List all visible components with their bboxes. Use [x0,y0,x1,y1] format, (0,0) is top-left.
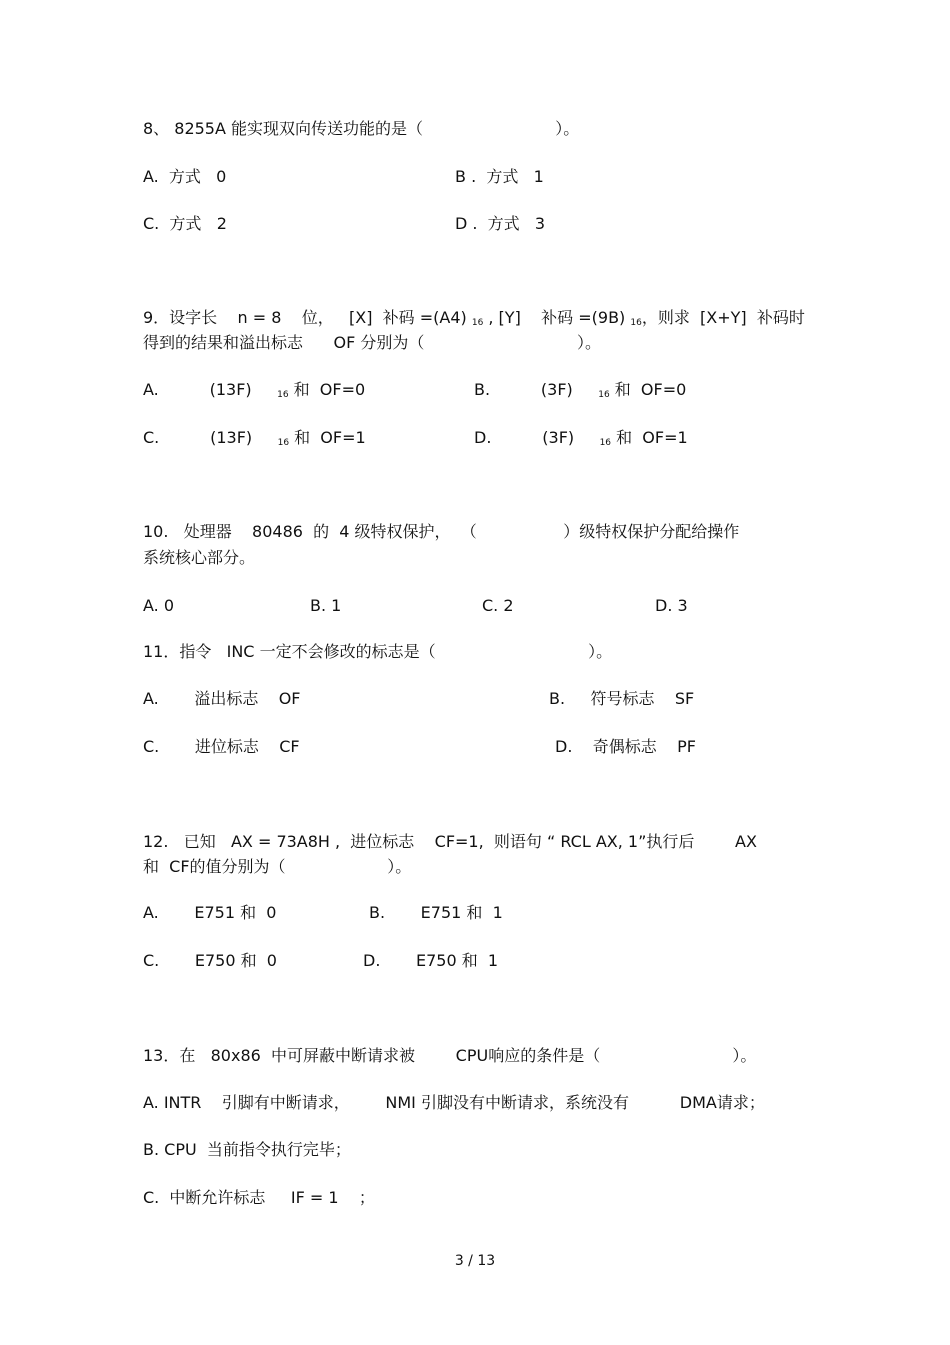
question-12-option-d: D. E750 和 1 [363,951,499,970]
question-10-stem-line-2: 系统核心部分。 [143,548,256,567]
question-13-stem: 13．在 80x86 中可屏蔽中断请求被 CPU响应的条件是（ ）。 [143,1046,757,1065]
question-8-option-b: B . 方式 1 [455,167,544,186]
question-8-option-a: A. 方式 0 [143,167,227,186]
question-13-condition-b: B. CPU 当前指令执行完毕； [143,1140,351,1159]
q9-option-a-tail: 和 OF=0 [288,380,366,399]
question-12-stem-line-2: 和 CF的值分别为（ ）。 [143,857,412,876]
question-10-option-a: A. 0 [143,596,175,615]
q9-option-b-tail: 和 OF=0 [609,380,687,399]
q9-option-c-text: C. (13F) [143,428,278,447]
q9-subscript-16: 16 [630,318,642,328]
question-9-option-b [474,380,686,405]
question-9-option-c [143,428,366,453]
q9-option-b-text: B. (3F) [474,380,599,399]
question-10-stem-line-1: 10. 处理器 80486 的 4 级特权保护， （ ）级特权保护分配给操作 [143,522,740,541]
question-13-condition-c: C. 中断允许标志 IF = 1 ； [143,1188,375,1207]
question-12-option-a: A. E751 和 0 [143,903,277,922]
q9-option-c-subscript: 16 [277,438,290,448]
question-11-option-d: D. 奇偶标志 PF [555,737,696,756]
question-11-option-a: A. 溢出标志 OF [143,689,301,708]
question-11-option-b: B. 符号标志 SF [549,689,695,708]
question-9-stem-line-1 [143,308,805,333]
q9-option-c-tail: 和 OF=1 [289,428,366,447]
page-number: 3 / 13 [454,1253,496,1269]
q9-option-b-subscript: 16 [598,390,610,400]
question-12-stem-line-1: 12. 已知 AX = 73A8H , 进位标志 CF=1, 则语句 “ RCL AX, 1”执行后 AX [143,832,757,851]
q9-subscript-16: 16 [471,318,484,328]
q9-stem-text-3: ，则求 [X+Y] 补码时 [641,308,805,327]
q9-option-d-text: D. (3F) [474,428,600,447]
question-10-option-c: C. 2 [482,596,514,615]
question-8-option-d: D . 方式 3 [455,214,546,233]
q9-stem-text-2: , [Y] 补码 =(9B) [483,308,631,327]
q9-option-d-tail: 和 OF=1 [611,428,688,447]
question-9-option-a [143,380,365,405]
question-13-condition-a: A. INTR 引脚有中断请求， NMI 引脚没有中断请求，系统没有 DMA请求； [143,1093,765,1112]
question-10-option-b: B. 1 [310,596,342,615]
q9-stem-text-1: 9．设字长 n = 8 位， [X] 补码 =(A4) [143,308,472,327]
q9-option-a-text: A. (13F) [143,380,278,399]
question-10-option-d: D. 3 [655,596,688,615]
question-9-stem-line-2: 得到的结果和溢出标志 OF 分别为（ ）。 [143,333,601,352]
question-8-option-c: C. 方式 2 [143,214,227,233]
q9-option-d-subscript: 16 [599,438,612,448]
question-11-stem: 11．指令 INC 一定不会修改的标志是（ ）。 [143,642,613,661]
question-9-option-d [474,428,688,453]
q9-option-a-subscript: 16 [277,390,289,400]
question-11-option-c: C. 进位标志 CF [143,737,300,756]
question-12-option-b: B. E751 和 1 [369,903,503,922]
question-8-stem: 8、 8255A 能实现双向传送功能的是（ ）。 [143,119,580,138]
question-12-option-c: C. E750 和 0 [143,951,277,970]
